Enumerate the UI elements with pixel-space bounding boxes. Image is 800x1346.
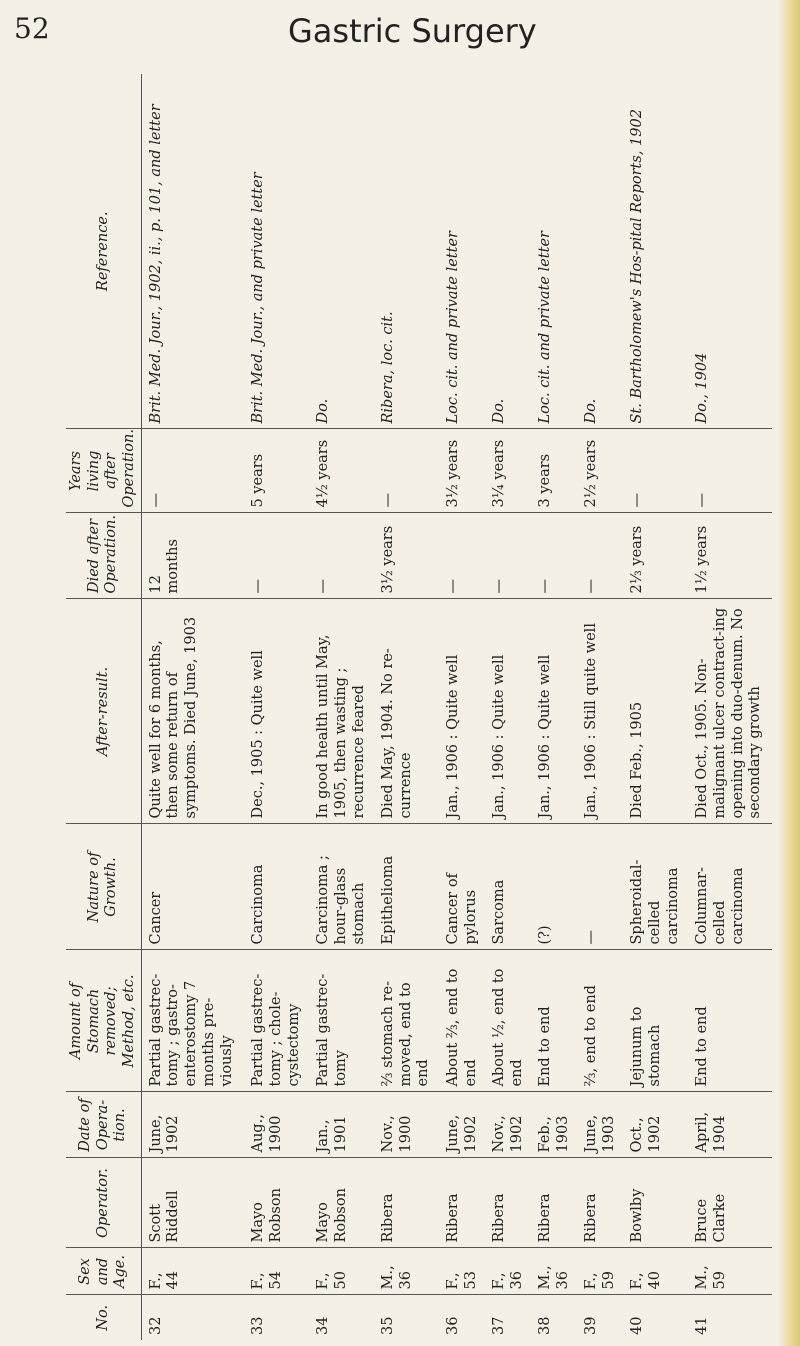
cell-reference: Do. [485, 74, 531, 429]
cell-sex-age: M., 36 [531, 1248, 577, 1295]
cell-amount: End to end [531, 950, 577, 1092]
cell-operator: Ribera [439, 1158, 485, 1248]
cell-died-after: — [485, 513, 531, 599]
table-row [577, 74, 623, 1340]
cell-date: Oct., 1902 [623, 1092, 688, 1158]
cell-died-after: 1½ years [688, 513, 772, 599]
cell-amount: About ⅔, end to end [439, 950, 485, 1092]
table-row [688, 74, 772, 1340]
cell-operator: Ribera [577, 1158, 623, 1248]
cell-date: Nov., 1902 [485, 1092, 531, 1158]
header-date: Date of Opera- tion. [66, 1092, 141, 1158]
table-row [374, 74, 439, 1340]
cell-after-result: Jan., 1906 : Still quite well [577, 599, 623, 824]
cell-amount: Partial gastrec-tomy [309, 950, 374, 1092]
cell-sex-age: M., 59 [688, 1248, 772, 1295]
cell-amount: About ½, end to end [485, 950, 531, 1092]
header-after-result: After-result. [66, 599, 141, 824]
cell-sex-age: F., 36 [485, 1248, 531, 1295]
page-number: 52 [14, 12, 50, 45]
cell-operator: Scott Riddell [141, 1158, 244, 1248]
table-row [141, 74, 244, 1340]
cell-nature: Epithelioma [374, 824, 439, 950]
cell-sex-age: F., 44 [141, 1248, 244, 1295]
surgery-table-rotated [66, 74, 772, 1340]
cell-years-living: 3½ years [439, 429, 485, 513]
header-nature: Nature of Growth. [66, 824, 141, 950]
cell-reference: St. Bartholomew's Hos-pital Reports, 1902 [623, 74, 688, 429]
cell-no: 36 [444, 1316, 461, 1335]
cell-died-after: — [577, 513, 623, 599]
cell-date: June, 1902 [439, 1092, 485, 1158]
cases-table [66, 74, 772, 1340]
cell-sex-age: F., 50 [309, 1248, 374, 1295]
cell-operator: Bruce Clarke [688, 1158, 772, 1248]
cell-sex-age: F., 53 [439, 1248, 485, 1295]
cell-no: 39 [583, 1316, 600, 1335]
cell-after-result: Died Oct., 1905. Non-malignant ulcer contract-ing opening into duo-denum. No secondary growth [688, 599, 772, 824]
cell-date: June, 1902 [141, 1092, 244, 1158]
header-sex-age: Sex and Age. [66, 1248, 141, 1295]
cell-no: 37 [491, 1316, 508, 1335]
header-amount: Amount of Stomach removed; Method, etc. [66, 950, 141, 1092]
cell-years-living: 3¼ years [485, 429, 531, 513]
table-row [623, 74, 688, 1340]
cell-no: 34 [315, 1316, 332, 1335]
cell-reference: Do., 1904 [688, 74, 772, 429]
table-row [309, 74, 374, 1340]
cell-date: Nov., 1900 [374, 1092, 439, 1158]
table-row [244, 74, 309, 1340]
cell-years-living: — [374, 429, 439, 513]
cell-years-living: 5 years [244, 429, 309, 513]
table-body [141, 74, 772, 1340]
table-header-row [66, 74, 141, 1340]
cell-died-after: — [309, 513, 374, 599]
header-reference: Reference. [66, 74, 141, 429]
cell-no: 38 [537, 1316, 554, 1335]
page-edge [778, 0, 800, 1346]
header-operator: Operator. [66, 1158, 141, 1248]
cell-sex-age: F., 40 [623, 1248, 688, 1295]
cell-date: Aug., 1900 [244, 1092, 309, 1158]
cell-date: Feb., 1903 [531, 1092, 577, 1158]
table-row [531, 74, 577, 1340]
cell-reference: Do. [309, 74, 374, 429]
cell-years-living: — [688, 429, 772, 513]
cell-nature: (?) [531, 824, 577, 950]
cell-after-result: Jan., 1906 : Quite well [531, 599, 577, 824]
cell-years-living: 3 years [531, 429, 577, 513]
table-row [485, 74, 531, 1340]
cell-nature: Cancer [141, 824, 244, 950]
cell-operator: Bowlby [623, 1158, 688, 1248]
cell-years-living: — [141, 429, 244, 513]
cell-reference: Do. [577, 74, 623, 429]
cell-years-living: 2½ years [577, 429, 623, 513]
cell-died-after: 12 months [141, 513, 244, 599]
cell-after-result: Died Feb., 1905 [623, 599, 688, 824]
cell-no: 32 [147, 1316, 164, 1335]
cell-nature: Carcinoma ; hour-glass stomach [309, 824, 374, 950]
cell-died-after: — [531, 513, 577, 599]
cell-reference: Loc. cit. and private letter [439, 74, 485, 429]
cell-nature: — [577, 824, 623, 950]
cell-nature: Cancer of pylorus [439, 824, 485, 950]
cell-amount: End to end [688, 950, 772, 1092]
cell-nature: Spheroidal-celled carcinoma [623, 824, 688, 950]
cell-no: 40 [629, 1316, 646, 1335]
page-title: Gastric Surgery [288, 12, 537, 50]
cell-amount: Jejunum to stomach [623, 950, 688, 1092]
cell-amount: ⅔, end to end [577, 950, 623, 1092]
cell-operator: Ribera [374, 1158, 439, 1248]
cell-nature: Columnar-celled carcinoma [688, 824, 772, 950]
header-no: No. [66, 1295, 141, 1340]
cell-sex-age: F., 59 [577, 1248, 623, 1295]
cell-after-result: Died May, 1904. No re-currence [374, 599, 439, 824]
cell-amount: Partial gastrec-tomy ; chole-cystectomy [244, 950, 309, 1092]
header-years-living: Years living after Operation. [66, 429, 141, 513]
cell-nature: Carcinoma [244, 824, 309, 950]
cell-date: Jan., 1901 [309, 1092, 374, 1158]
cell-years-living: — [623, 429, 688, 513]
cell-date: April, 1904 [688, 1092, 772, 1158]
cell-amount: Partial gastrec-tomy ; gastro-enterostomy 7 months pre-viously [141, 950, 244, 1092]
cell-after-result: Quite well for 6 months, then some return of symptoms. Died June, 1903 [141, 599, 244, 824]
cell-operator: Mayo Robson [309, 1158, 374, 1248]
table-row [439, 74, 485, 1340]
cell-reference: Brit. Med. Jour., 1902, ii., p. 101, and letter [141, 74, 244, 429]
cell-died-after: 3½ years [374, 513, 439, 599]
cell-no: 35 [380, 1316, 397, 1335]
cell-nature: Sarcoma [485, 824, 531, 950]
cell-reference: Loc. cit. and private letter [531, 74, 577, 429]
cell-after-result: Jan., 1906 : Quite well [485, 599, 531, 824]
cell-operator: Ribera [485, 1158, 531, 1248]
cell-after-result: In good health until May, 1905, then wasting ; recurrence feared [309, 599, 374, 824]
cell-operator: Ribera [531, 1158, 577, 1248]
cell-died-after: — [244, 513, 309, 599]
cell-years-living: 4½ years [309, 429, 374, 513]
cell-after-result: Dec., 1905 : Quite well [244, 599, 309, 824]
cell-reference: Brit. Med. Jour., and private letter [244, 74, 309, 429]
cell-sex-age: M., 36 [374, 1248, 439, 1295]
cell-no: 41 [694, 1316, 711, 1335]
cell-sex-age: F., 54 [244, 1248, 309, 1295]
header-died-after: Died after Operation. [66, 513, 141, 599]
cell-no: 33 [250, 1316, 267, 1335]
cell-amount: ⅔ stomach re-moved, end to end [374, 950, 439, 1092]
cell-operator: Mayo Robson [244, 1158, 309, 1248]
cell-date: June, 1903 [577, 1092, 623, 1158]
cell-died-after: — [439, 513, 485, 599]
cell-after-result: Jan., 1906 : Quite well [439, 599, 485, 824]
cell-died-after: 2⅓ years [623, 513, 688, 599]
cell-reference: Ribera, loc. cit. [374, 74, 439, 429]
